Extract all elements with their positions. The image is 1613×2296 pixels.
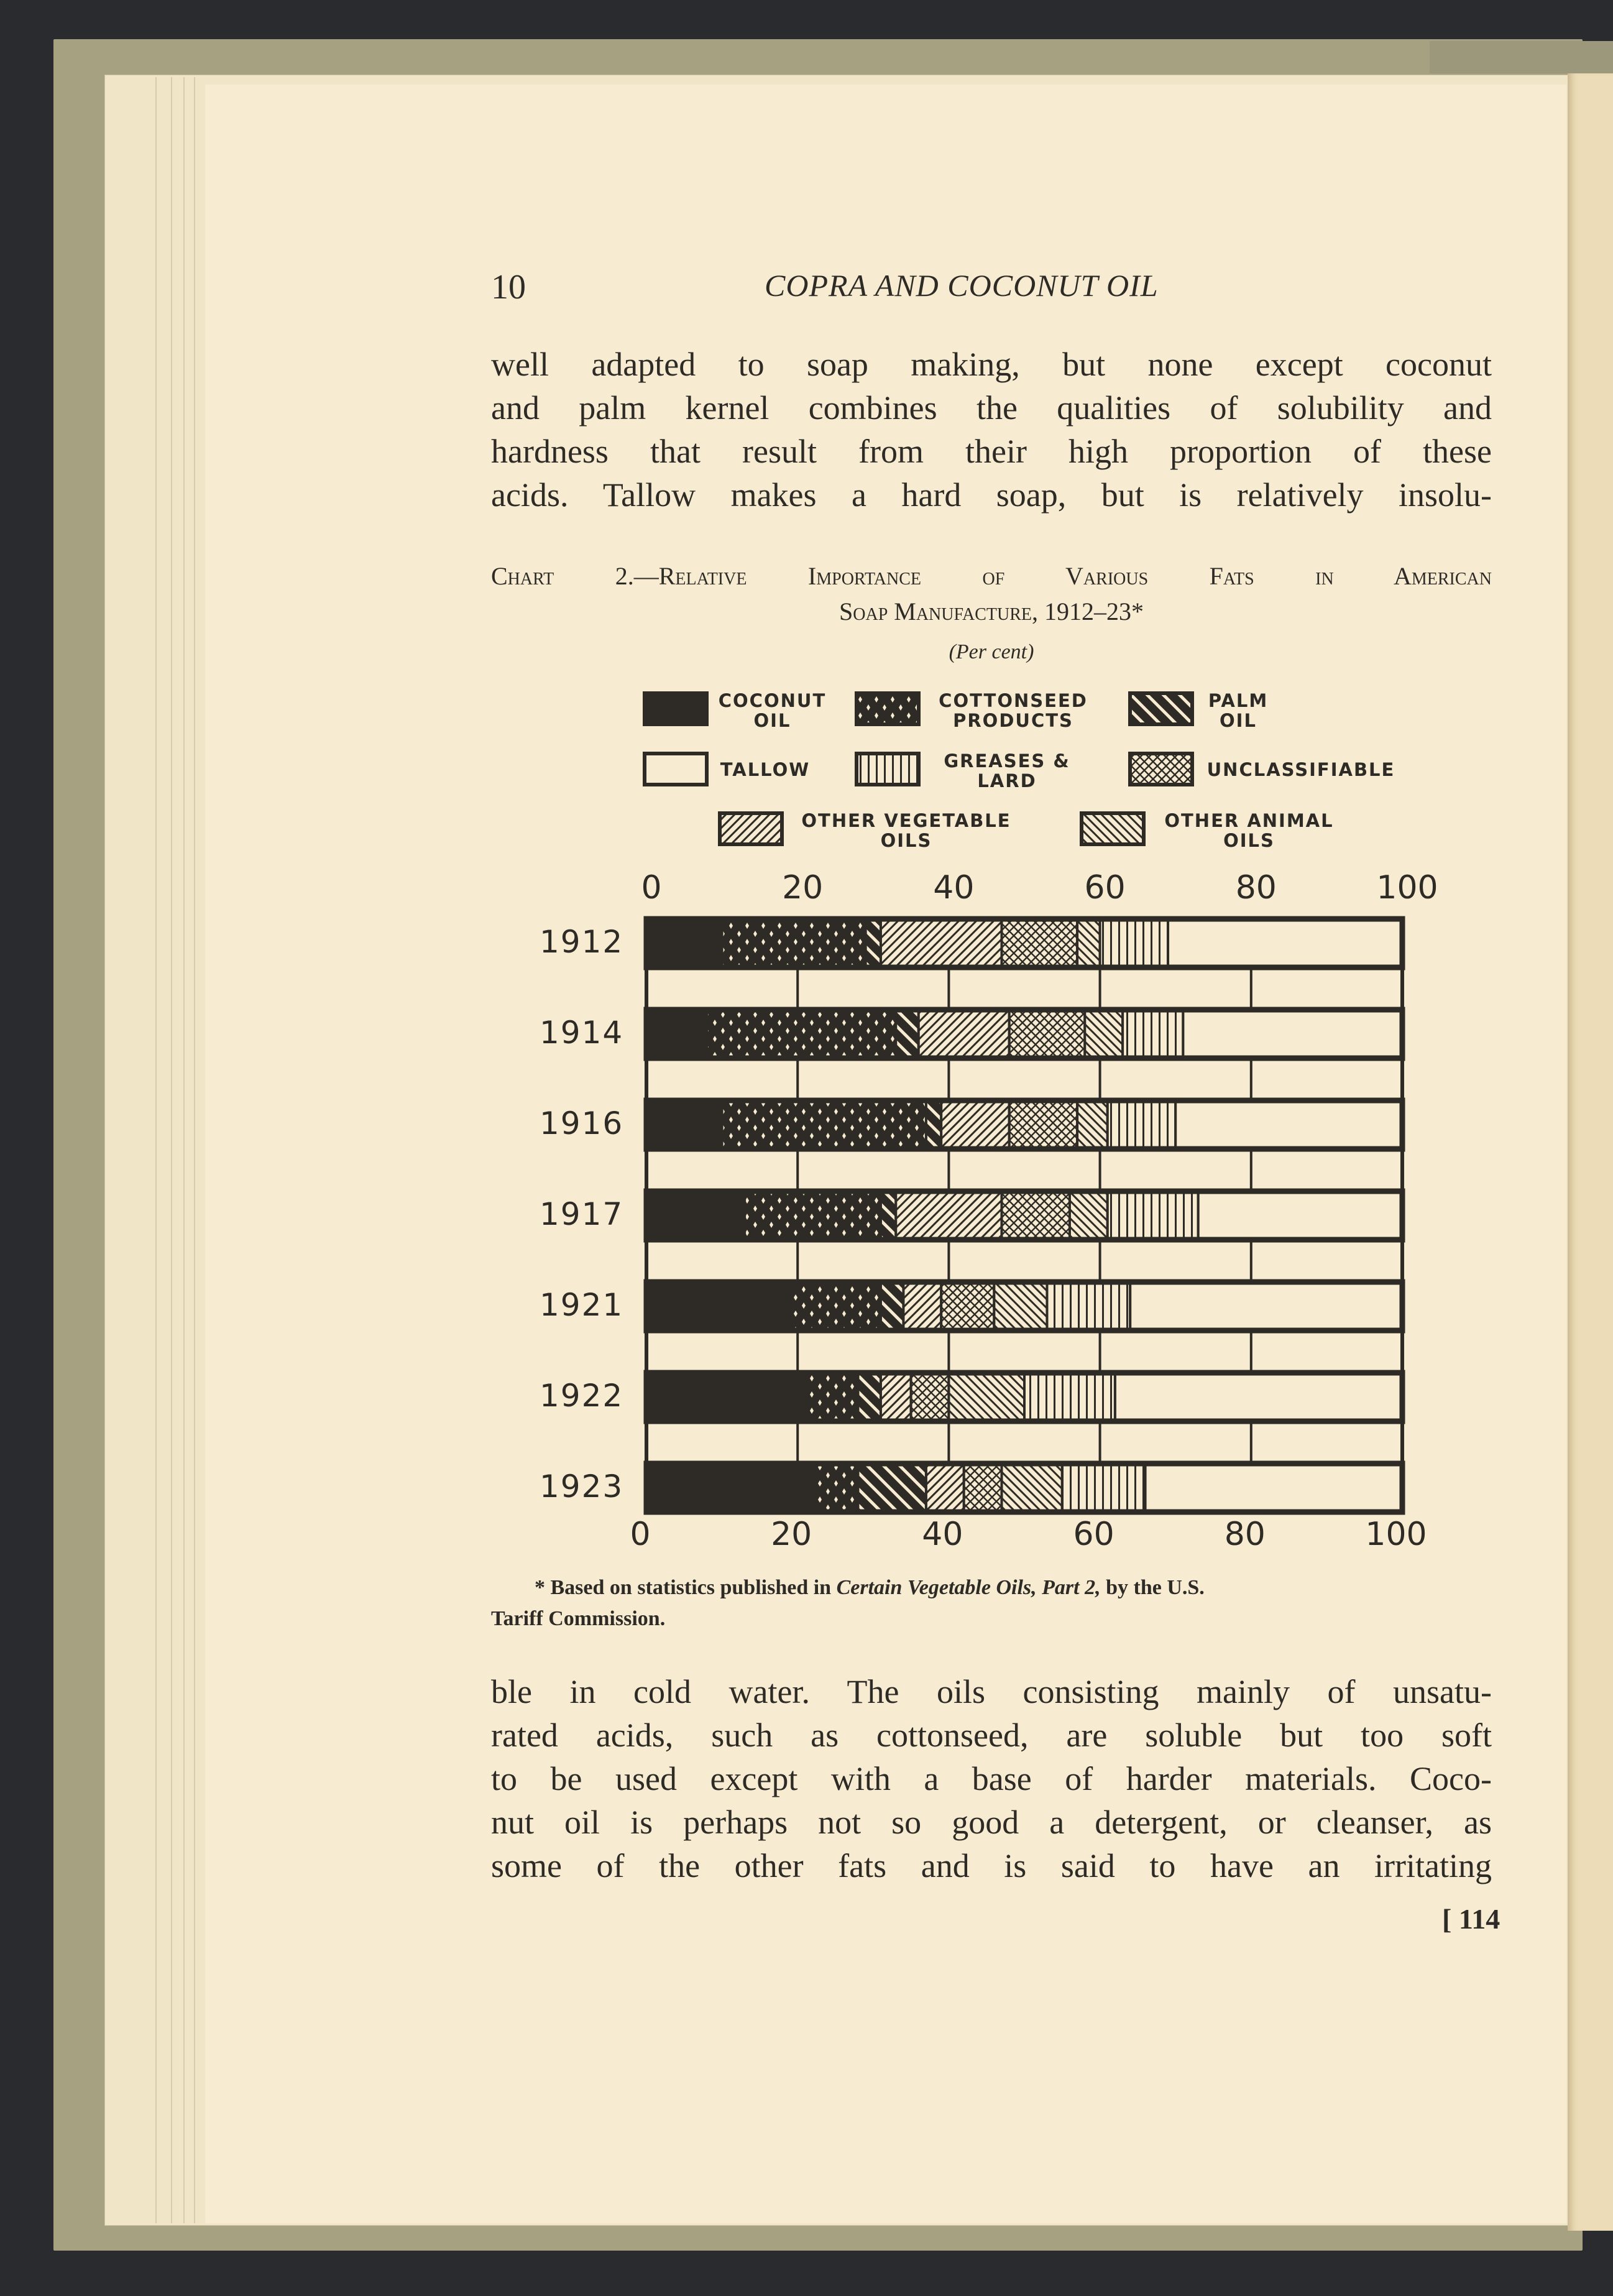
bar-segment-other_veg (903, 1282, 941, 1330)
y-category-label: 1914 (540, 1015, 624, 1051)
bar-segment-greases (1123, 1010, 1183, 1058)
legend-label-line1: GREASES & (944, 750, 1070, 772)
page-number: 10 (491, 268, 526, 307)
bar-segment-tallow (1183, 1010, 1402, 1058)
bar-segment-other_veg (881, 1373, 911, 1421)
bar-segment-tallow (1198, 1191, 1402, 1240)
chart-subtitle: (Per cent) (949, 640, 1034, 663)
x-tick-label-bottom: 100 (1365, 1516, 1427, 1553)
bar-segment-coconut (646, 1282, 790, 1330)
body-text-line: some of the other fats and is said to have an irritating (491, 1847, 1492, 1884)
bar-segment-palm (858, 1464, 926, 1512)
bar-segment-tallow (1146, 1464, 1402, 1512)
bar-segment-tallow (1130, 1282, 1402, 1330)
y-category-label: 1917 (540, 1196, 624, 1232)
x-tick-label-bottom: 20 (771, 1516, 812, 1553)
bar-segment-other_animal (1070, 1191, 1108, 1240)
bar-group-1923 (646, 1464, 1402, 1512)
legend-swatch-palm (1130, 693, 1192, 724)
bar-segment-greases (1108, 1100, 1175, 1149)
legend-label-line1: OTHER ANIMAL (1164, 810, 1334, 831)
y-category-label: 1923 (540, 1468, 624, 1505)
bar-segment-coconut (646, 1191, 745, 1240)
bar-segment-coconut (646, 919, 722, 967)
legend-swatch-coconut (645, 693, 707, 724)
footnote-source-title: Certain Vegetable Oils, Part 2, (836, 1576, 1101, 1599)
bar-segment-coconut (646, 1100, 722, 1149)
bar-segment-unclassifiable (1009, 1010, 1085, 1058)
legend-label-line1: COCONUT (718, 690, 827, 711)
legend-label-line2: OIL (1220, 710, 1257, 731)
x-tick-label-top: 80 (1235, 869, 1277, 906)
bar-segment-other_animal (1002, 1464, 1062, 1512)
bar-group-1917 (646, 1191, 1402, 1240)
bar-segment-unclassifiable (941, 1282, 994, 1330)
legend-swatch-other_animal (1082, 813, 1144, 844)
legend-label-line2: LARD (977, 770, 1037, 791)
bar-segment-cottonseed (722, 919, 866, 967)
bar-segment-greases (1100, 919, 1168, 967)
legend-label-line1: COTTONSEED (939, 690, 1088, 711)
bar-segment-unclassifiable (1002, 1191, 1070, 1240)
bar-segment-palm (858, 1373, 880, 1421)
legend-label-line1: UNCLASSIFIABLE (1206, 759, 1395, 780)
bar-segment-tallow (1115, 1373, 1402, 1421)
legend-label-line1: TALLOW (720, 759, 811, 780)
bar-segment-other_animal (994, 1282, 1047, 1330)
bar-segment-cottonseed (805, 1373, 858, 1421)
x-tick-label-top: 100 (1376, 869, 1438, 906)
bar-segment-coconut (646, 1010, 707, 1058)
body-text-line: to be used except with a base of harder materials. Coco- (491, 1760, 1492, 1797)
bar-segment-greases (1047, 1282, 1130, 1330)
bar-segment-tallow (1175, 1100, 1402, 1149)
bar-segment-other_veg (881, 919, 1002, 967)
legend-label-line2: PRODUCTS (953, 710, 1073, 731)
x-tick-label-bottom: 40 (922, 1516, 963, 1553)
body-text-line: acids. Tallow makes a hard soap, but is relatively insolu- (491, 476, 1492, 514)
bar-group-1916 (646, 1100, 1402, 1149)
legend-swatch-cottonseed (857, 693, 919, 724)
legend-label-line1: OTHER VEGETABLE (801, 810, 1011, 831)
bar-segment-unclassifiable (1002, 919, 1078, 967)
bar-segment-palm (896, 1010, 918, 1058)
bar-segment-unclassifiable (964, 1464, 1002, 1512)
bar-segment-greases (1024, 1373, 1115, 1421)
body-text-line: well adapted to soap making, but none except coconut (491, 346, 1492, 383)
bar-segment-coconut (646, 1464, 813, 1512)
legend-label-line1: PALM (1208, 690, 1269, 711)
bar-segment-other_veg (941, 1100, 1009, 1149)
body-text-line: rated acids, such as cottonseed, are soluble but too soft (491, 1717, 1492, 1754)
legend-swatch-tallow (645, 754, 707, 785)
body-text-line: hardness that result from their high proportion of these (491, 433, 1492, 470)
bar-segment-cottonseed (722, 1100, 926, 1149)
bar-group-1921 (646, 1282, 1402, 1330)
bar-segment-palm (926, 1100, 941, 1149)
legend-swatch-unclassifiable (1130, 754, 1192, 785)
bar-segment-unclassifiable (1009, 1100, 1077, 1149)
chart-title-line1: Chart 2.—Relative Importance of Various Fats in American (491, 562, 1492, 590)
bar-segment-greases (1062, 1464, 1146, 1512)
x-tick-label-top: 0 (641, 869, 662, 906)
bar-segment-other_veg (919, 1010, 1009, 1058)
running-head: COPRA AND COCONUT OIL (765, 268, 1159, 303)
bar-segment-other_animal (949, 1373, 1024, 1421)
bar-segment-unclassifiable (911, 1373, 949, 1421)
x-tick-label-top: 40 (933, 869, 975, 906)
x-tick-label-bottom: 60 (1073, 1516, 1114, 1553)
bar-segment-palm (881, 1191, 896, 1240)
bar-segment-other_veg (896, 1191, 1001, 1240)
bar-segment-other_animal (1077, 919, 1100, 967)
y-category-label: 1916 (540, 1105, 624, 1141)
bar-group-1912 (646, 919, 1402, 967)
footnote-text: by the U.S. (1100, 1576, 1205, 1599)
legend-swatch-other_veg (720, 813, 782, 844)
bar-segment-cottonseed (707, 1010, 896, 1058)
bar-segment-cottonseed (790, 1282, 881, 1330)
x-tick-label-top: 60 (1084, 869, 1126, 906)
chart-footnote (535, 1576, 1535, 1600)
bar-segment-other_veg (926, 1464, 964, 1512)
bar-segment-palm (866, 919, 881, 967)
legend-label-line2: OILS (1223, 830, 1275, 851)
legend-swatch-greases (857, 754, 919, 785)
legend-label-line2: OILS (880, 830, 932, 851)
bar-segment-cottonseed (745, 1191, 881, 1240)
body-text-line: nut oil is perhaps not so good a detergent, or cleanser, as (491, 1804, 1492, 1841)
y-category-label: 1912 (540, 924, 624, 960)
x-tick-label-top: 20 (782, 869, 824, 906)
x-tick-label-bottom: 80 (1224, 1516, 1266, 1553)
bar-group-1914 (646, 1010, 1402, 1058)
chart-title-line2: Soap Manufacture, 1912–23* (839, 597, 1144, 625)
bar-segment-other_animal (1077, 1100, 1108, 1149)
x-tick-label-bottom: 0 (630, 1516, 651, 1553)
y-category-label: 1922 (540, 1378, 624, 1414)
bar-segment-other_animal (1085, 1010, 1123, 1058)
footnote-text: * Based on statistics published in (535, 1576, 837, 1599)
body-text-line: and palm kernel combines the qualities of solubility and (491, 389, 1492, 426)
legend-label-line2: OIL (753, 710, 791, 731)
body-text-line: ble in cold water. The oils consisting mainly of unsatu- (491, 1673, 1492, 1710)
bar-segment-coconut (646, 1373, 805, 1421)
y-category-label: 1921 (540, 1287, 624, 1323)
chart-footnote-line2: Tariff Commission. (491, 1607, 666, 1630)
footer-page-mark: [ 114 (1442, 1903, 1500, 1935)
bar-segment-greases (1108, 1191, 1198, 1240)
bar-segment-tallow (1168, 919, 1402, 967)
bar-segment-cottonseed (813, 1464, 858, 1512)
bar-group-1922 (646, 1373, 1402, 1421)
bar-segment-palm (881, 1282, 903, 1330)
